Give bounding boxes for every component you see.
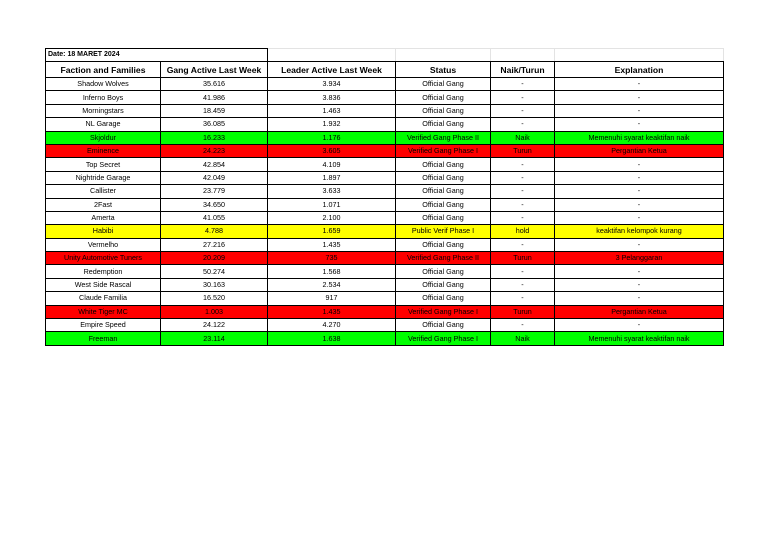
cell-gang-active: 20.209 (161, 252, 268, 265)
cell-gang-active: 36.085 (161, 118, 268, 131)
cell-explanation: - (555, 104, 724, 117)
cell-status: Official Gang (396, 238, 491, 251)
cell-naik-turun: - (491, 238, 555, 251)
cell-naik-turun: - (491, 104, 555, 117)
cell-gang-active: 42.049 (161, 171, 268, 184)
cell-explanation: Pergantian Ketua (555, 305, 724, 318)
cell-gang-active: 4.788 (161, 225, 268, 238)
cell-status: Public Verif Phase I (396, 225, 491, 238)
cell-explanation: Pergantian Ketua (555, 144, 724, 157)
cell-faction: Redemption (46, 265, 161, 278)
cell-naik-turun: - (491, 185, 555, 198)
cell-faction: Empire Speed (46, 319, 161, 332)
cell-explanation: - (555, 238, 724, 251)
cell-status: Official Gang (396, 185, 491, 198)
cell-status: Verified Gang Phase I (396, 332, 491, 345)
gang-activity-sheet (45, 48, 723, 346)
cell-naik-turun: Turun (491, 252, 555, 265)
cell-leader-active: 2.100 (268, 211, 396, 224)
table-row (46, 171, 724, 184)
cell-gang-active: 16.520 (161, 292, 268, 305)
cell-explanation: 3 Pelanggaran (555, 252, 724, 265)
cell-explanation: - (555, 158, 724, 171)
cell-leader-active: 3.633 (268, 185, 396, 198)
cell-faction: Skjoldur (46, 131, 161, 144)
cell-status: Verified Gang Phase I (396, 144, 491, 157)
cell-explanation: - (555, 171, 724, 184)
cell-gang-active: 24.122 (161, 319, 268, 332)
cell-faction: Claude Familia (46, 292, 161, 305)
cell-status: Official Gang (396, 118, 491, 131)
cell-explanation: - (555, 278, 724, 291)
cell-leader-active: 1.435 (268, 305, 396, 318)
blank-cell (491, 49, 555, 62)
header-status: Status (396, 62, 491, 78)
cell-naik-turun: - (491, 211, 555, 224)
cell-gang-active: 18.459 (161, 104, 268, 117)
cell-status: Official Gang (396, 171, 491, 184)
cell-faction: Vermelho (46, 238, 161, 251)
cell-status: Official Gang (396, 78, 491, 91)
table-row (46, 292, 724, 305)
table-row (46, 332, 724, 345)
table-row (46, 305, 724, 318)
table-row (46, 238, 724, 251)
cell-status: Verified Gang Phase I (396, 305, 491, 318)
table-row (46, 198, 724, 211)
table-row (46, 144, 724, 157)
table-row (46, 78, 724, 91)
blank-cell (555, 49, 724, 62)
cell-status: Official Gang (396, 158, 491, 171)
cell-gang-active: 41.986 (161, 91, 268, 104)
table-row (46, 265, 724, 278)
table-row (46, 319, 724, 332)
cell-leader-active: 1.897 (268, 171, 396, 184)
cell-leader-active: 2.534 (268, 278, 396, 291)
cell-leader-active: 1.071 (268, 198, 396, 211)
report-date: Date: 18 MARET 2024 (46, 49, 268, 62)
cell-leader-active: 1.638 (268, 332, 396, 345)
cell-faction: West Side Rascal (46, 278, 161, 291)
cell-leader-active: 1.568 (268, 265, 396, 278)
cell-faction: Morningstars (46, 104, 161, 117)
cell-naik-turun: - (491, 265, 555, 278)
table-body (46, 78, 724, 346)
cell-faction: Eminence (46, 144, 161, 157)
cell-gang-active: 41.055 (161, 211, 268, 224)
cell-faction: Shadow Wolves (46, 78, 161, 91)
cell-status: Official Gang (396, 104, 491, 117)
header-row (46, 62, 724, 78)
cell-explanation: Memenuhi syarat keaktifan naik (555, 332, 724, 345)
cell-explanation: keaktifan kelompok kurang (555, 225, 724, 238)
cell-explanation: - (555, 78, 724, 91)
cell-leader-active: 1.932 (268, 118, 396, 131)
cell-gang-active: 23.779 (161, 185, 268, 198)
cell-naik-turun: hold (491, 225, 555, 238)
cell-naik-turun: - (491, 278, 555, 291)
blank-cell (268, 49, 396, 62)
table-row (46, 225, 724, 238)
header-explanation: Explanation (555, 62, 724, 78)
table-row (46, 158, 724, 171)
cell-leader-active: 3.934 (268, 78, 396, 91)
cell-status: Official Gang (396, 198, 491, 211)
cell-explanation: - (555, 211, 724, 224)
header-faction: Faction and Families (46, 62, 161, 78)
cell-naik-turun: Turun (491, 305, 555, 318)
cell-status: Verified Gang Phase II (396, 252, 491, 265)
cell-faction: 2Fast (46, 198, 161, 211)
cell-naik-turun: - (491, 198, 555, 211)
cell-status: Verified Gang Phase II (396, 131, 491, 144)
cell-naik-turun: - (491, 292, 555, 305)
cell-explanation: - (555, 185, 724, 198)
cell-explanation: Memenuhi syarat keaktifan naik (555, 131, 724, 144)
table-row (46, 252, 724, 265)
cell-status: Official Gang (396, 278, 491, 291)
header-gang-active: Gang Active Last Week (161, 62, 268, 78)
cell-faction: Inferno Boys (46, 91, 161, 104)
cell-naik-turun: Naik (491, 131, 555, 144)
cell-faction: NL Garage (46, 118, 161, 131)
cell-faction: Unity Automotive Tuners (46, 252, 161, 265)
cell-naik-turun: Turun (491, 144, 555, 157)
cell-leader-active: 3.605 (268, 144, 396, 157)
cell-status: Official Gang (396, 211, 491, 224)
cell-leader-active: 4.270 (268, 319, 396, 332)
cell-gang-active: 35.616 (161, 78, 268, 91)
cell-gang-active: 16.233 (161, 131, 268, 144)
cell-gang-active: 50.274 (161, 265, 268, 278)
cell-status: Official Gang (396, 91, 491, 104)
cell-leader-active: 4.109 (268, 158, 396, 171)
cell-gang-active: 30.163 (161, 278, 268, 291)
gang-activity-table (45, 48, 724, 346)
cell-explanation: - (555, 292, 724, 305)
blank-cell (396, 49, 491, 62)
cell-leader-active: 3.836 (268, 91, 396, 104)
cell-explanation: - (555, 265, 724, 278)
cell-naik-turun: - (491, 78, 555, 91)
table-row (46, 131, 724, 144)
cell-gang-active: 24.223 (161, 144, 268, 157)
cell-naik-turun: - (491, 91, 555, 104)
cell-explanation: - (555, 118, 724, 131)
cell-faction: Habibi (46, 225, 161, 238)
cell-faction: Callister (46, 185, 161, 198)
cell-leader-active: 735 (268, 252, 396, 265)
cell-leader-active: 1.435 (268, 238, 396, 251)
cell-gang-active: 34.650 (161, 198, 268, 211)
cell-status: Official Gang (396, 265, 491, 278)
cell-gang-active: 23.114 (161, 332, 268, 345)
cell-faction: White Tiger MC (46, 305, 161, 318)
cell-leader-active: 917 (268, 292, 396, 305)
table-row (46, 104, 724, 117)
cell-explanation: - (555, 91, 724, 104)
header-leader-active: Leader Active Last Week (268, 62, 396, 78)
cell-status: Official Gang (396, 319, 491, 332)
cell-faction: Amerta (46, 211, 161, 224)
date-row (46, 49, 724, 62)
cell-gang-active: 27.216 (161, 238, 268, 251)
header-naik-turun: Naik/Turun (491, 62, 555, 78)
table-row (46, 91, 724, 104)
cell-faction: Freeman (46, 332, 161, 345)
cell-explanation: - (555, 319, 724, 332)
cell-gang-active: 42.854 (161, 158, 268, 171)
cell-status: Official Gang (396, 292, 491, 305)
cell-gang-active: 1.003 (161, 305, 268, 318)
cell-faction: Top Secret (46, 158, 161, 171)
cell-leader-active: 1.463 (268, 104, 396, 117)
cell-naik-turun: - (491, 319, 555, 332)
cell-leader-active: 1.176 (268, 131, 396, 144)
cell-naik-turun: - (491, 171, 555, 184)
cell-explanation: - (555, 198, 724, 211)
cell-naik-turun: - (491, 158, 555, 171)
table-row (46, 211, 724, 224)
cell-leader-active: 1.659 (268, 225, 396, 238)
cell-naik-turun: - (491, 118, 555, 131)
table-row (46, 118, 724, 131)
cell-faction: Nightride Garage (46, 171, 161, 184)
table-row (46, 278, 724, 291)
table-row (46, 185, 724, 198)
cell-naik-turun: Naik (491, 332, 555, 345)
